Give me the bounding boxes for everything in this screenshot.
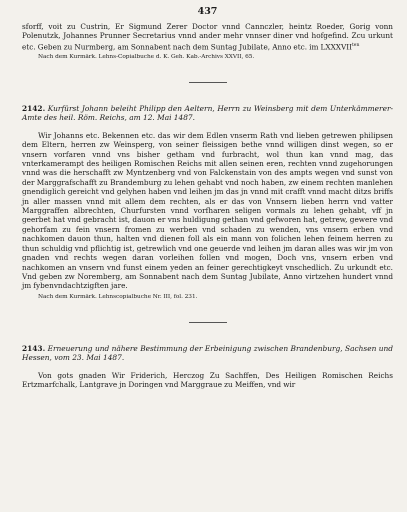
- entry-2143-number: 2143.: [22, 343, 46, 353]
- section-divider-1: [189, 82, 227, 83]
- entry-2142-body: Wir Johanns etc. Bekennen etc. das wir dem Edlen vnserm Rath vnd lieben getrewen philipsen dem Eltern, herren zw Weinsperg, von seiner fleissigen bethe vnnd willigen dinst wegen, so er vnsern vorfaren vnnd vns bisher getham vnd furbracht, wol thun kan vnnd mag, das vnterkamerampt des heiligen Romischen Reichs mit allen seinen eren, rechten vnnd zugehorungen vnnd was die herschafft zw Myntzenberg vnd von Falckenstain von des ampts wegen vnd sunst von der Marggrafschafft zu Brandemburg zu lehen gehabt vnd noch haben, zw einem rechten manlehen gnendiglich gereicht vnd gelyhen haben vnd leihen jm das jn vnnd mit crafft vnnd macht ditzs briffs jn aller massen vnnd mit allem dem rechten, als er das von Vnnsern lieben herrn vnd vatter Marggraffen albrechten, Churfursten vnnd vorfharen seligen vormals zu lehen gehabt, vff jn geerbet hat vnd gebracht ist, dauon er vns huldigung gethan vnd gefworen hat, getrew, gewere vnd gehorfam zu fein vnsern fromen zu werben vnd schaden zu wenden, vns vnsern erben vnd nachkomen dauon thun, halten vnd dienen foll als ein mann von folichen lehen feinem herren zu thun schuldig vnd pflichtig ist, getrewlich vnd one geuerde vnd leihen jm daran alles was wir jm von gnaden vnd rechts wegen daran vorleihen follen vnd mogen, Doch vns, vnsern erben vnd nachkomen an vnsern vnd funst einem yeden an feiner gerechtigkeyt vnschedlich. Zu urkundt etc. Vnd geben zw Noremberg, am Sonnabent nach dem Suntag Jubilate, Anno virtzehen hundert vnnd jm fybenvndachtzigften jare.: [22, 130, 393, 291]
- entry-2143-title: Erneuerung und nähere Bestimmung der Erbeinigung zwischen Brandenburg, Sachsen und Hessen, vom 23. Mai 1487.: [22, 343, 393, 363]
- source-note-2: Nach dem Kurmärk. Lehnscopialbuche Nr. III, fol. 231.: [38, 293, 198, 300]
- section-divider-2: [189, 322, 227, 323]
- entry-2142-heading: [22, 104, 393, 123]
- top-fragment-text: [22, 22, 393, 52]
- top-fragment-body: sforff, voit zu Custrin, Er Sigmund Zerer Doctor vnnd Cannczler, heintz Roeder, Gorig vonn Polenutzk, Johannes Prunner Secretarius vnnd ander mehr vnnser diner vnd hofgefind. Zcu urkunt etc. Geben zu Nurmberg, am Sonnabent nach dem Suntag Jubilate, Anno etc. im LXXXVII: [22, 22, 393, 52]
- entry-2143-body: Von gots gnaden Wir Friderich, Herczog Zu Sachffen, Des Heiligen Romischen Reichs Ertzmarfchalk, Lantgrave jn Doringen vnd Marggraue zu Meiffen, vnd wir: [22, 370, 393, 390]
- top-fragment-superscript: ten: [352, 42, 360, 48]
- top-fragment: [22, 22, 393, 61]
- page-number: 437: [197, 6, 218, 17]
- entry-2142: [22, 104, 393, 301]
- entry-2142-number: 2142.: [22, 103, 46, 113]
- entry-2143-heading: [22, 344, 393, 363]
- entry-2143: [22, 344, 393, 390]
- entry-2142-title: Kurfürst Johann beleiht Philipp den Aeltern, Herrn zu Weinsberg mit dem Unterkämmerer-Amte des heil. Röm. Reichs, am 12. Mai 1487.: [22, 103, 393, 123]
- source-note-1: Nach dem Kurmärk. Lehns-Copialbuche d. K. Geh. Kab.-Archivs XXVII, 65.: [38, 53, 255, 60]
